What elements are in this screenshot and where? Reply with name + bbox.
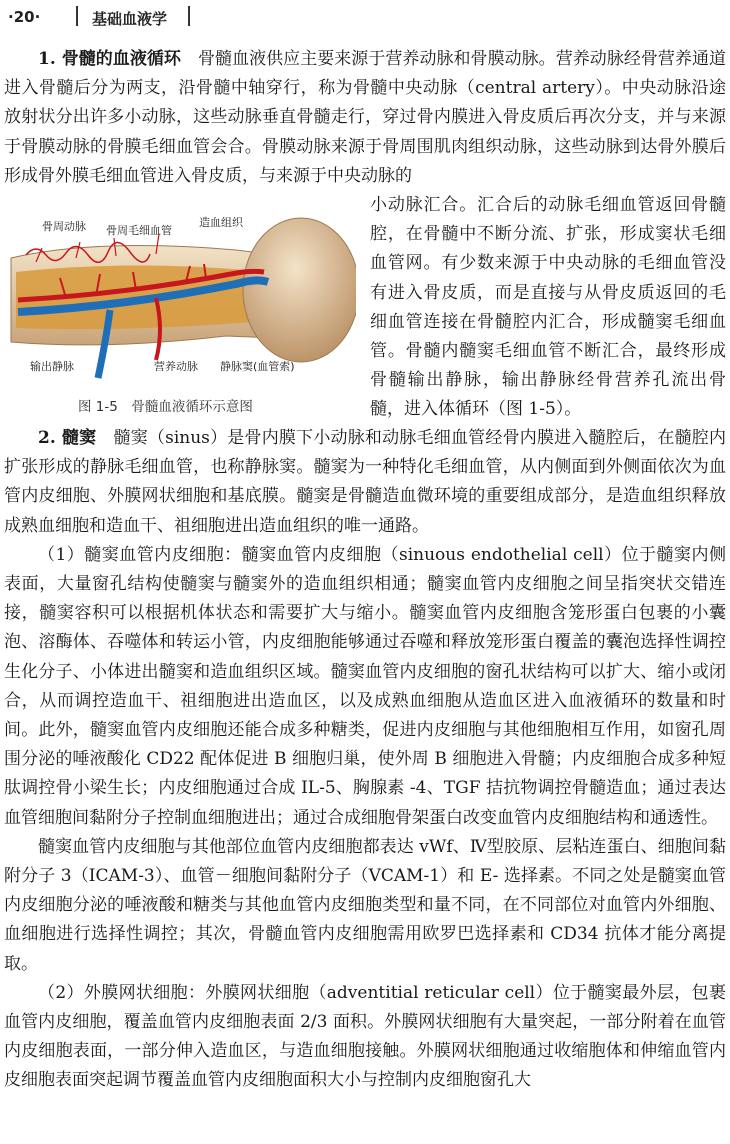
section1-wrapped-text bbox=[370, 191, 726, 425]
label-efferent-vein: 输出静脉 bbox=[30, 360, 74, 373]
book-title: 基础血液学 bbox=[92, 10, 168, 28]
figure-caption: 图 1-5 骨髓血液循环示意图 bbox=[78, 399, 253, 415]
page-header bbox=[0, 4, 730, 30]
bone-illustration bbox=[6, 210, 356, 395]
header-divider bbox=[188, 6, 190, 26]
label-periosteal-artery: 骨周动脉 bbox=[42, 220, 86, 233]
bone-marrow-circulation-figure bbox=[6, 210, 356, 420]
section1-text: 骨髓血液供应主要来源于营养动脉和骨膜动脉。营养动脉经骨营养通道进入骨髓后分为两支，沿骨髓中轴穿行，称为骨髓中央动脉（central artery）。中央动脉沿途放射状分出许多小动脉，这些动脉垂直骨髓走行，穿过骨内膜进入骨皮质后再次分支，并与来源于骨膜动脉的骨膜毛细血管会合。骨膜动脉来源于骨周围肌肉组织动脉，这些动脉到达骨外膜后形成骨外膜毛细血管进入骨皮质，与来源于中央动脉的 bbox=[4, 49, 727, 186]
paragraph-endothelial: （1）髓窦血管内皮细胞：髓窦血管内皮细胞（sinuous endothelial cell）位于髓窦内侧表面，大量窗孔结构使髓窦与髓窦外的造血组织相通；髓窦血管内皮细胞之间呈指突状交错连接，髓窦容积可以根据机体状态和需要扩大与缩小。髓窦血管内皮细胞含笼形蛋白包裹的小囊泡、溶酶体、吞噬体和转运小管，内皮细胞能够通过吞噬和释放笼形蛋白覆盖的囊泡选择性调控生化分子、小体进出髓窦和造血组织区域。髓窦血管内皮细胞的窗孔状结构可以扩大、缩小或闭合，从而调控造血干、祖细胞进出造血区，以及成熟血细胞从造血区进入血液循环的数量和时间。此外，髓窦血管内皮细胞还能合成多种糖类，促进内皮细胞与其他细胞相互作用，如窗孔周围分泌的唾液酸化 CD22 配体促进 B 细胞归巢，使外周 B 细胞进入骨髓；内皮细胞合成多种短肽调控骨小梁生长；内皮细胞通过合成 IL-5、胸腺素 -4、TGF 拮抗物调控骨髓造血；通过表达血管细胞间黏附分子控制血细胞进出；通过合成细胞骨架蛋白改变血管内皮细胞结构和通透性。 bbox=[4, 544, 726, 828]
paragraph-adventitial: （2）外膜网状细胞：外膜网状细胞（adventitial reticular cell）位于髓窦最外层，包裹血管内皮细胞，覆盖血管内皮细胞表面 2/3 面积。外膜网状细胞有大量突起，一部分附着在血管内皮细胞表面，一部分伸入造血区，与造血细胞接触。外膜网状细胞通过收缩胞体和伸缩血管内皮细胞表面突起调节覆盖血管内皮细胞面积大小与控制内皮细胞窗孔大 bbox=[4, 982, 726, 1091]
main-body bbox=[4, 424, 726, 1096]
section2-text: 髓窦（sinus）是骨内膜下小动脉和动脉毛细血管经骨内膜进入髓腔后，在髓腔内扩张形成的静脉毛细血管，也称静脉窦。髓窦为一种特化毛细血管，从内侧面到外侧面依次为血管内皮细胞、外膜网状细胞和基底膜。髓窦是骨髓造血微环境的重要组成部分，是造血组织释放成熟血细胞和造血干、祖细胞进出造血组织的唯一通路。 bbox=[4, 428, 727, 536]
label-periosteal-capillary: 骨周毛细血管 bbox=[106, 224, 172, 237]
section1-wrap-paragraph: 小动脉汇合。汇合后的动脉毛细血管返回骨髓腔，在骨髓中不断分流、扩张，形成窦状毛细血管网。有少数来源于中央动脉的毛细血管没有进入骨皮质，而是直接与从骨皮质返回的毛细血管连接在骨髓腔内汇合，形成髓窦毛细血管。骨髓内髓窦毛细血管不断汇合，最终形成骨髓输出静脉，输出静脉经骨营养孔流出骨髓，进入体循环（图 1-5）。 bbox=[370, 195, 726, 420]
paragraph-markers: 髓窦血管内皮细胞与其他部位血管内皮细胞都表达 vWf、Ⅳ型胶原、层粘连蛋白、细胞间黏附分子 3（ICAM-3）、血管－细胞间黏附分子（VCAM-1）和 E- 选择素。不同之处是髓窦血管内皮细胞分泌的唾液酸和糖类与其他血管内皮细胞类型和量不同，在不同部位对血管内外细胞、血细胞进行选择性调控；其次，骨髓血管内皮细胞需用欧罗巴选择素和 CD34 抗体才能分离提取。 bbox=[4, 836, 726, 974]
section1-heading: 1. 骨髓的血液循环 bbox=[38, 49, 181, 69]
page-number: ·20· bbox=[8, 8, 41, 26]
label-venous-sinus: 静脉窦(血管索) bbox=[220, 360, 295, 373]
label-nutrient-artery: 营养动脉 bbox=[154, 360, 198, 373]
label-hematopoietic-tissue: 造血组织 bbox=[199, 216, 243, 229]
section1-intro bbox=[4, 45, 726, 191]
section2-heading: 2. 髓窦 bbox=[38, 428, 97, 448]
header-divider bbox=[76, 6, 78, 26]
